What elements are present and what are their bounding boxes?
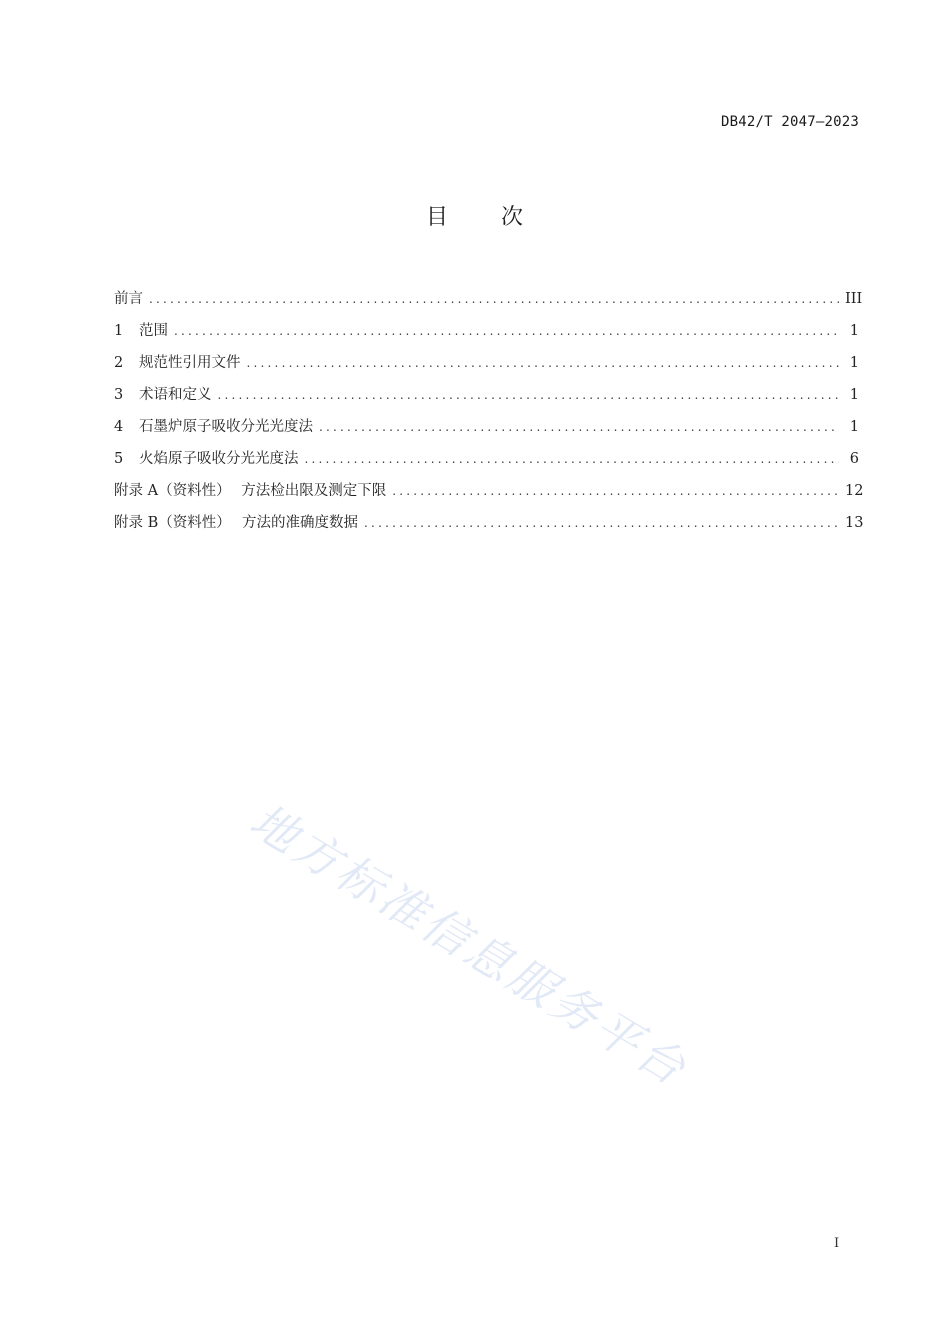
toc-leader-dots xyxy=(149,287,839,311)
toc-leader-dots xyxy=(174,319,839,343)
toc-entry-page: 6 xyxy=(849,451,859,467)
toc-entry-1[interactable] xyxy=(114,319,859,351)
toc-entry-label: 方法检出限及测定下限 xyxy=(241,483,387,499)
toc-entry-page: 12 xyxy=(845,483,864,499)
toc-leader-dots xyxy=(319,415,839,439)
toc-leader-dots xyxy=(247,351,840,375)
toc-entry-page: III xyxy=(845,291,863,307)
toc-appendix-tag: 附录 A（资料性） xyxy=(114,483,231,499)
page-number: I xyxy=(834,1236,840,1251)
toc-entry-page: 1 xyxy=(849,387,859,403)
toc-entry-number: 2 xyxy=(114,355,124,371)
toc-entry-label: 石墨炉原子吸收分光光度法 xyxy=(139,419,313,435)
toc-entry-page: 13 xyxy=(845,515,864,531)
page-title-char-1: 目 xyxy=(425,205,449,230)
toc-entry-2[interactable] xyxy=(114,351,859,383)
toc-entry-number: 5 xyxy=(114,451,124,467)
toc-entry-3[interactable] xyxy=(114,383,859,415)
toc-entry-appendix-a[interactable] xyxy=(114,479,864,511)
toc-leader-dots xyxy=(305,447,840,471)
toc-entry-number: 1 xyxy=(114,323,124,339)
watermark: 地方标准信息服务平台 xyxy=(240,793,698,1097)
toc-entry-label: 前言 xyxy=(114,291,143,307)
page-title-char-2: 次 xyxy=(501,205,525,230)
standard-code: DB42/T 2047—2023 xyxy=(720,114,859,130)
toc-appendix-tag: 附录 B（资料性） xyxy=(114,515,231,531)
toc-leader-dots xyxy=(364,511,839,535)
toc-entry-appendix-b[interactable] xyxy=(114,511,864,543)
toc-entry-4[interactable] xyxy=(114,415,859,447)
toc-entry-5[interactable] xyxy=(114,447,859,479)
toc-entry-label: 方法的准确度数据 xyxy=(242,515,359,531)
toc-entry-label: 火焰原子吸收分光光度法 xyxy=(139,451,299,467)
toc-leader-dots xyxy=(392,479,839,503)
toc-entry-number: 4 xyxy=(114,419,124,435)
page-title xyxy=(0,200,950,231)
toc-entry-label: 范围 xyxy=(139,323,168,339)
toc-entry-foreword[interactable] xyxy=(114,287,863,319)
toc-entry-page: 1 xyxy=(849,419,859,435)
table-of-contents xyxy=(114,287,864,543)
toc-entry-label: 规范性引用文件 xyxy=(139,355,241,371)
toc-entry-page: 1 xyxy=(849,323,859,339)
toc-entry-number: 3 xyxy=(114,387,124,403)
toc-entry-page: 1 xyxy=(849,355,859,371)
toc-entry-label: 术语和定义 xyxy=(139,387,212,403)
toc-leader-dots xyxy=(218,383,840,407)
